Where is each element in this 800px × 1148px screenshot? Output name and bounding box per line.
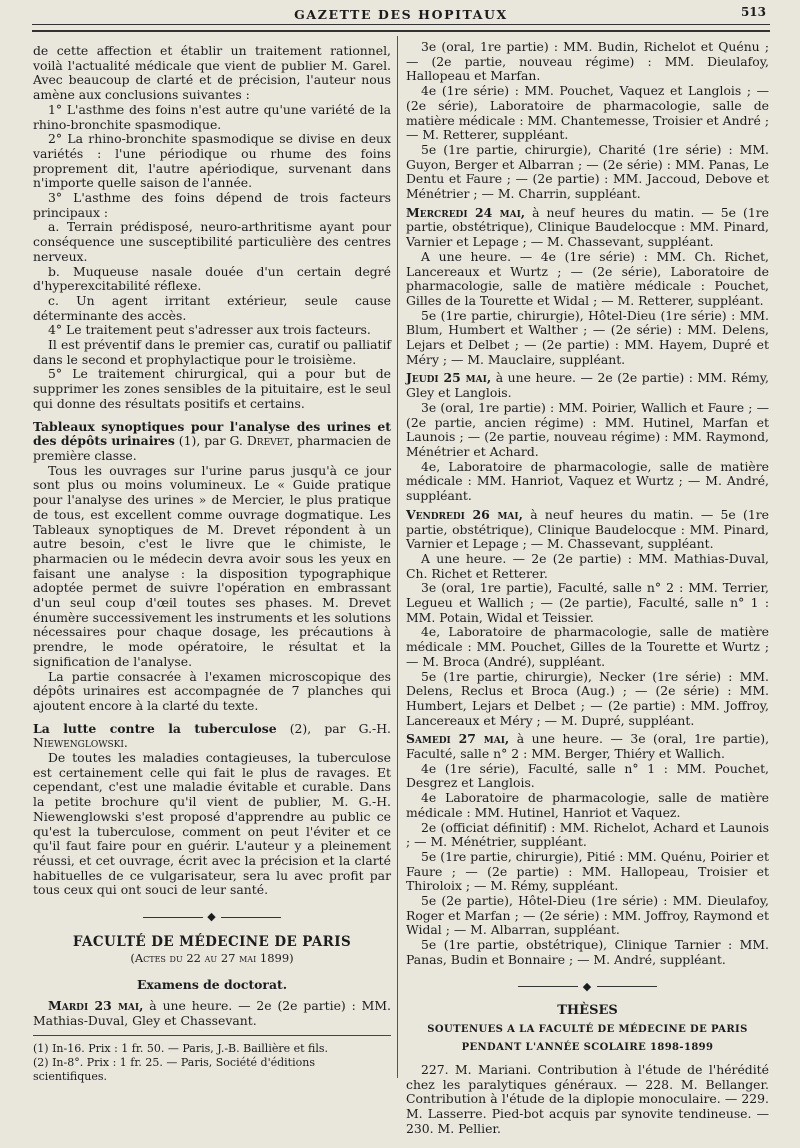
lutte-ref: (2), par G.-H. bbox=[289, 720, 391, 736]
samedi-2: 4e (1re série), Faculté, salle n° 1 : MM. Pouchet, Desgrez et Langlois. bbox=[406, 760, 769, 791]
mardi-day: Mardi 23 mai, bbox=[48, 997, 144, 1013]
samedi-3: 4e Laboratoire de pharmacologie, salle de matière médicale : MM. Hutinel, Hanriot et Vaquez. bbox=[406, 790, 769, 820]
conclusion-4: 4° Le traitement peut s'adresser aux trois facteurs. bbox=[48, 322, 371, 338]
jeudi-2: 3e (oral, 1re partie) : MM. Poirier, Wallich et Faure ; — (2e partie, ancien régime) : MM. Hutinel, Marfan et Launois ; — (2e partie, nouveau régime) : MM. Raymond, Ménétrier et Achard. bbox=[406, 399, 769, 459]
vendredi-entry bbox=[406, 508, 769, 552]
footnote-1: (1) In-16. Prix : 1 fr. 50. — Paris, J.-B. Baillière et fils. bbox=[33, 1042, 329, 1055]
lutte-title: La lutte contre la tuberculose bbox=[33, 720, 277, 736]
conclusion-3c: c. Un agent irritant extérieur, seule cause déterminante des accès. bbox=[33, 292, 391, 323]
vendredi-text: à neuf heures du matin. — 5e (1re partie, obstétrique), Clinique Baudelocque : MM. Pinard, Varnier et Lepage ; — M. Chassevant, suppléant. bbox=[406, 506, 770, 552]
mercredi-2: A une heure. — 4e (1re série) : MM. Ch. Richet, Lancereaux et Wurtz ; — (2e série), Laboratoire de pharmacologie, salle de matière médicale : Pouchet, Gilles de la Tourette et Widal ; — M. Retterer, suppléant. bbox=[406, 248, 769, 308]
jeudi-day: Jeudi 25 mai, bbox=[406, 370, 492, 386]
tableaux-author: Drevet bbox=[246, 433, 290, 449]
mardi-text: à une heure. — 2e (2e partie) : MM. Mathias-Duval, Gley et Chassevant. bbox=[33, 997, 391, 1028]
samedi-day: Samedi 27 mai, bbox=[406, 731, 510, 747]
right-column bbox=[406, 40, 769, 1137]
tableaux-ref: (1), par G. bbox=[178, 433, 243, 449]
samedi-5: 5e (1re partie, chirurgie), Pitié : MM. Quénu, Poirier et Faure ; — (2e partie) : MM. Hallopeau, Troisier et Thiroloix ; — M. Rémy, suppléant. bbox=[406, 848, 769, 894]
intro-paragraph: de cette affection et établir un traitement rationnel, voilà l'actualité médicale que vient de publier M. Garel. Avec beaucoup de clarté et de précision, l'auteur nous amène aux conclusions suivantes : bbox=[33, 43, 391, 103]
footnotes bbox=[33, 1035, 391, 1084]
tableaux-paragraph-1: Tous les ouvrages sur l'urine parus jusqu'à ce jour sont plus ou moins volumineux. Le « Guide pratique pour l'analyse des urines » de Mercier, le plus pratique de tous, est excellent comme ouvrage dogmatique. Les Tableaux synoptiques de M. Drevet répondent à un autre besoin, c'est le livre que le chimiste, le pharmacien ou le médecin devra avoir sous les yeux en faisant une analyse : la disposition typographique adoptée permet de suivre l'opération en embrassant d'un seul coup d'œil toutes ses phases. M. Drevet énumère successivement les instruments et les solutions nécessaires pour chaque dosage, les précautions à prendre, le mode opératoire, le résultat et la signification de l'analyse. bbox=[33, 462, 391, 669]
jeudi-3: 4e, Laboratoire de pharmacologie, salle de matière médicale : MM. Hanriot, Vaquez et Wurtz ; — M. André, suppléant. bbox=[406, 458, 769, 504]
lutte-author: Niewenglowski. bbox=[33, 735, 128, 751]
journal-title: GAZETTE DES HOPITAUX bbox=[294, 7, 508, 22]
vendredi-4: 4e, Laboratoire de pharmacologie, salle de matière médicale : MM. Pouchet, Gilles de la Tourette et Wurtz ; — M. Broca (André), suppléant. bbox=[406, 624, 769, 669]
samedi-7: 5e (1re partie, obstétrique), Clinique Tarnier : MM. Panas, Budin et Bonnaire ; — M. André, suppléant. bbox=[406, 937, 769, 967]
mercredi-text: à neuf heures du matin. — 5e (1re partie, obstétrique), Clinique Baudelocque : MM. Pinard, Varnier et Lepage ; — M. Chassevant, suppléant. bbox=[406, 204, 769, 250]
tableaux-role: , pharmacien de première classe. bbox=[33, 433, 391, 463]
tableaux-paragraph-2: La partie consacrée à l'examen microscopique des dépôts urinaires est accompagnée de 7 planches qui ajoutent encore à la clarté du texte. bbox=[33, 668, 391, 713]
vendredi-2: A une heure. — 2e (2e partie) : MM. Mathias-Duval, Ch. Richet et Retterer. bbox=[406, 550, 769, 581]
theses-ornament: ◆ bbox=[406, 980, 769, 995]
samedi-text: à une heure. — 3e (oral, 1re partie), Faculté, salle n° 2 : MM. Berger, Thiéry et Wallich. bbox=[406, 731, 770, 762]
theses-subtitle-1: SOUTENUES A LA FACULTÉ DE MÉDECINE DE PARIS bbox=[427, 1024, 748, 1035]
running-header bbox=[32, 2, 770, 25]
conclusion-3a: a. Terrain prédisposé, neuro-arthritisme ayant pour conséquence une susceptibilité particulière des centres nerveux. bbox=[33, 219, 391, 264]
jeudi-entry bbox=[406, 371, 769, 400]
vendredi-5: 5e (1re partie, chirurgie), Necker (1re série) : MM. Delens, Reclus et Broca (Aug.) ; — (2e série) : MM. Humbert, Lejars et Delbet ; — (2e partie) : MM. Joffroy, Lancereaux et Méry ; — M. Dupré, suppléant. bbox=[406, 668, 769, 728]
lutte-paragraph: De toutes les maladies contagieuses, la tuberculose est certainement celle qui fait le plus de ravages. Et cependant, c'est une maladie évitable et curable. Dans la petite brochure qu'il vient de publier, M. G.-H. Niewenglowski s'est proposé d'apprendre au public ce qu'est la tuberculose, comment on peut l'éviter et ce qu'il faut faire pour en guérir. L'auteur y a pleinement réussi, et cet ouvrage, écrit avec la précision et la clarté habituelles de ce vulgarisateur, sera lu avec profit par tous ceux qui ont souci de leur santé. bbox=[33, 750, 391, 898]
tableaux-heading bbox=[33, 420, 391, 464]
samedi-6: 5e (2e partie), Hôtel-Dieu (1re série) : MM. Dieulafoy, Roger et Marfan ; — (2e série) : MM. Joffroy, Raymond et Widal ; — M. Albarran, suppléant. bbox=[406, 893, 769, 938]
section-ornament: ◆ bbox=[33, 910, 391, 925]
header-rule bbox=[32, 30, 770, 34]
faculty-title: FACULTÉ DE MÉDECINE DE PARIS bbox=[72, 933, 352, 950]
page-number: 513 bbox=[740, 5, 766, 19]
mardi-entry bbox=[33, 999, 391, 1028]
faculty-subtitle: (Actes du 22 au 27 mai 1899) bbox=[130, 951, 294, 966]
mercredi-3: 5e (1re partie, chirurgie), Hôtel-Dieu (1re série) : MM. Blum, Humbert et Walther ; — (2e série) : MM. Delens, Lejars et Delbet ; — (2e partie) : MM. Hayem, Dupré et Méry ; — M. Mauclaire, suppléant. bbox=[406, 307, 769, 367]
conclusion-3b: b. Muqueuse nasale douée d'un certain degré d'hyperexcitabilité réflexe. bbox=[33, 263, 391, 294]
theses-list: 227. M. Mariani. Contribution à l'étude de l'hérédité chez les paralytiques généraux. — 228. M. Bellanger. Contribution à l'étude de la diplopie monoculaire. — 229. M. Lasserre. Pied-bot acquis par synovite tendineuse. — 230. M. Pellier. bbox=[406, 1062, 769, 1136]
conclusion-1: 1° L'asthme des foins n'est autre qu'une variété de la rhino-bronchite spasmodique. bbox=[33, 101, 391, 132]
samedi-entry bbox=[406, 732, 769, 761]
mardi-cont-2: 4e (1re série) : MM. Pouchet, Vaquez et Langlois ; — (2e série), Laboratoire de pharmacologie, salle de matière médicale : MM. Chantemesse, Troisier et André ; — M. Retterer, suppléant. bbox=[406, 83, 769, 143]
theses-subtitle-2: PENDANT L'ANNÉE SCOLAIRE 1898-1899 bbox=[461, 1042, 714, 1053]
jeudi-text: à une heure. — 2e (2e partie) : MM. Rémy, Gley et Langlois. bbox=[406, 370, 769, 401]
mercredi-day: Mercredi 24 mai, bbox=[406, 204, 526, 220]
mardi-cont-3: 5e (1re partie, chirurgie), Charité (1re série) : MM. Guyon, Berger et Albarran ; — (2e série) : MM. Panas, Le Dentu et Faure ; — (2e partie) : MM. Jaccoud, Debove et Ménétrier ; — M. Charrin, suppléant. bbox=[406, 141, 769, 202]
mercredi-entry bbox=[406, 206, 769, 250]
tableaux-title: Tableaux synoptiques pour l'analyse des urines et des dépôts urinaires bbox=[33, 418, 391, 449]
conclusion-2: 2° La rhino-bronchite spasmodique se divise en deux variétés : l'une périodique ou rhume des foins proprement dit, l'autre apériodique, survenant dans n'importe quelle saison de l'année. bbox=[33, 131, 391, 191]
theses-title: THÈSES bbox=[557, 1003, 618, 1019]
column-divider bbox=[397, 36, 398, 1078]
samedi-4: 2e (officiat définitif) : MM. Richelot, Achard et Launois ; — M. Ménétrier, suppléant. bbox=[406, 819, 769, 850]
conclusion-3: 3° L'asthme des foins dépend de trois facteurs principaux : bbox=[33, 190, 391, 220]
conclusion-4-detail: Il est préventif dans le premier cas, curatif ou palliatif dans le second et prophylactique pour le troisième. bbox=[33, 337, 391, 367]
exam-title: Examens de doctorat. bbox=[136, 977, 288, 993]
left-column bbox=[33, 44, 391, 1028]
mardi-cont-1: 3e (oral, 1re partie) : MM. Budin, Richelot et Quénu ; — (2e partie, nouveau régime) : MM. Dieulafoy, Hallopeau et Marfan. bbox=[406, 39, 769, 84]
footnote-2: (2) In-8°. Prix : 1 fr. 25. — Paris, Société d'éditions scientifiques. bbox=[33, 1056, 315, 1083]
vendredi-3: 3e (oral, 1re partie), Faculté, salle n° 2 : MM. Terrier, Legueu et Wallich ; — (2e partie), Faculté, salle n° 1 : MM. Potain, Widal et Teissier. bbox=[406, 580, 769, 625]
lutte-heading bbox=[33, 722, 391, 751]
conclusion-5: 5° Le traitement chirurgical, qui a pour but de supprimer les zones sensibles de la pituitaire, est le seul qui donne des résultats positifs et certains. bbox=[33, 366, 391, 411]
vendredi-day: Vendredi 26 mai, bbox=[406, 506, 523, 522]
